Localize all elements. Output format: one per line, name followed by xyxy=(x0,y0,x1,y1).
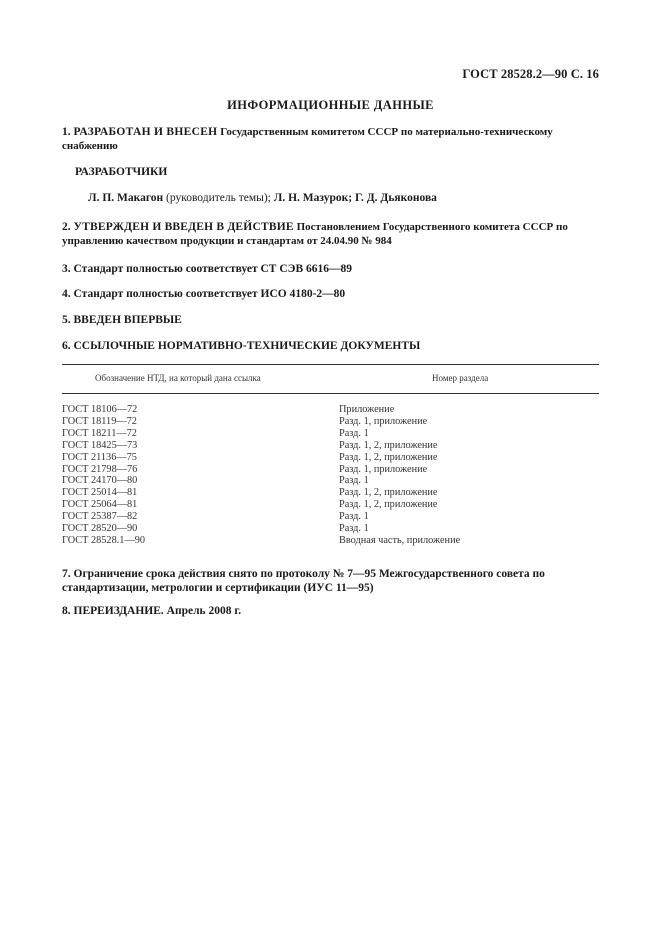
table-cell: ГОСТ 24170—80 xyxy=(62,475,138,487)
table-cell: ГОСТ 25064—81 xyxy=(62,499,138,511)
table-cell: ГОСТ 28528.1—90 xyxy=(62,534,146,546)
section-2-lead: УТВЕРЖДЕН И ВВЕДЕН В ДЕЙСТВИЕ xyxy=(73,221,294,233)
developer-name-2: Л. Н. Мазурок; xyxy=(273,192,353,204)
table-cell: Разд. 1 xyxy=(339,511,369,523)
section-5: 5. ВВЕДЕН ВПЕРВЫЕ xyxy=(62,314,182,326)
section-1 xyxy=(62,125,599,153)
table-cell: Разд. 1 xyxy=(339,427,369,439)
table-cell: ГОСТ 18425—73 xyxy=(62,439,138,451)
developer-name-1: Л. П. Макагон xyxy=(88,192,164,204)
page-header: ГОСТ 28528.2—90 С. 16 xyxy=(462,67,599,81)
section-8: 8. ПЕРЕИЗДАНИЕ. Апрель 2008 г. xyxy=(62,605,242,617)
developer-name-3: Г. Д. Дьяконова xyxy=(354,192,437,204)
section-2-number: 2. xyxy=(62,221,71,233)
page-title: ИНФОРМАЦИОННЫЕ ДАННЫЕ xyxy=(227,98,434,112)
table-cell: Разд. 1, приложение xyxy=(339,415,428,427)
section-4: 4. Стандарт полностью соответствует ИСО 4180-2—80 xyxy=(62,288,346,300)
table-top-rule xyxy=(62,364,599,365)
developers-list xyxy=(88,192,437,204)
table-cell: Приложение xyxy=(339,404,395,415)
table-cell: Разд. 1 xyxy=(339,475,369,487)
table-cell: ГОСТ 21136—75 xyxy=(62,451,137,463)
table-cell: Разд. 1, 2, приложение xyxy=(339,439,438,451)
table-cell: Разд. 1 xyxy=(339,523,369,535)
section-2-text: Постановлением Государственного комитета СССР по управлению качеством продукции и стандартам от 24.04.90 № 984 xyxy=(62,221,568,247)
table-cell: Разд. 1, приложение xyxy=(339,463,428,475)
section-1-text: Государственным комитетом СССР по материально-техническому снабжению xyxy=(62,126,553,152)
table-cell: Разд. 1, 2, приложение xyxy=(339,451,438,463)
table-cell: ГОСТ 21798—76 xyxy=(62,463,138,475)
section-3: 3. Стандарт полностью соответствует СТ СЭВ 6616—89 xyxy=(62,263,353,275)
section-1-number: 1. xyxy=(62,126,71,138)
table-cell: ГОСТ 18211—72 xyxy=(62,427,137,439)
table-column-designation xyxy=(62,404,145,547)
table-cell: Разд. 1, 2, приложение xyxy=(339,487,438,499)
section-7: 7. Ограничение срока действия снято по протоколу № 7—95 Межгосударственного совета по стандартизации, метрологии и сертификации (ИУС 11—95) xyxy=(62,568,545,594)
table-cell: ГОСТ 25014—81 xyxy=(62,487,138,499)
section-6: 6. ССЫЛОЧНЫЕ НОРМАТИВНО-ТЕХНИЧЕСКИЕ ДОКУМЕНТЫ xyxy=(62,340,421,352)
table-column-section xyxy=(339,404,460,547)
table-cell: Вводная часть, приложение xyxy=(339,534,461,546)
developers-title: РАЗРАБОТЧИКИ xyxy=(75,166,168,178)
section-2 xyxy=(62,220,599,248)
table-header-rule xyxy=(62,393,599,394)
table-header-designation: Обозначение НТД, на который дана ссылка xyxy=(95,373,261,383)
table-cell: ГОСТ 28520—90 xyxy=(62,523,138,535)
table-cell: ГОСТ 18119—72 xyxy=(62,415,137,427)
developer-role-1: (руководитель темы); xyxy=(166,192,271,204)
table-cell: ГОСТ 25387—82 xyxy=(62,511,138,523)
table-header-section: Номер раздела xyxy=(432,373,489,383)
table-cell: Разд. 1, 2, приложение xyxy=(339,499,438,511)
section-1-lead: РАЗРАБОТАН И ВНЕСЕН xyxy=(73,126,218,138)
table-cell: ГОСТ 18106—72 xyxy=(62,404,138,415)
